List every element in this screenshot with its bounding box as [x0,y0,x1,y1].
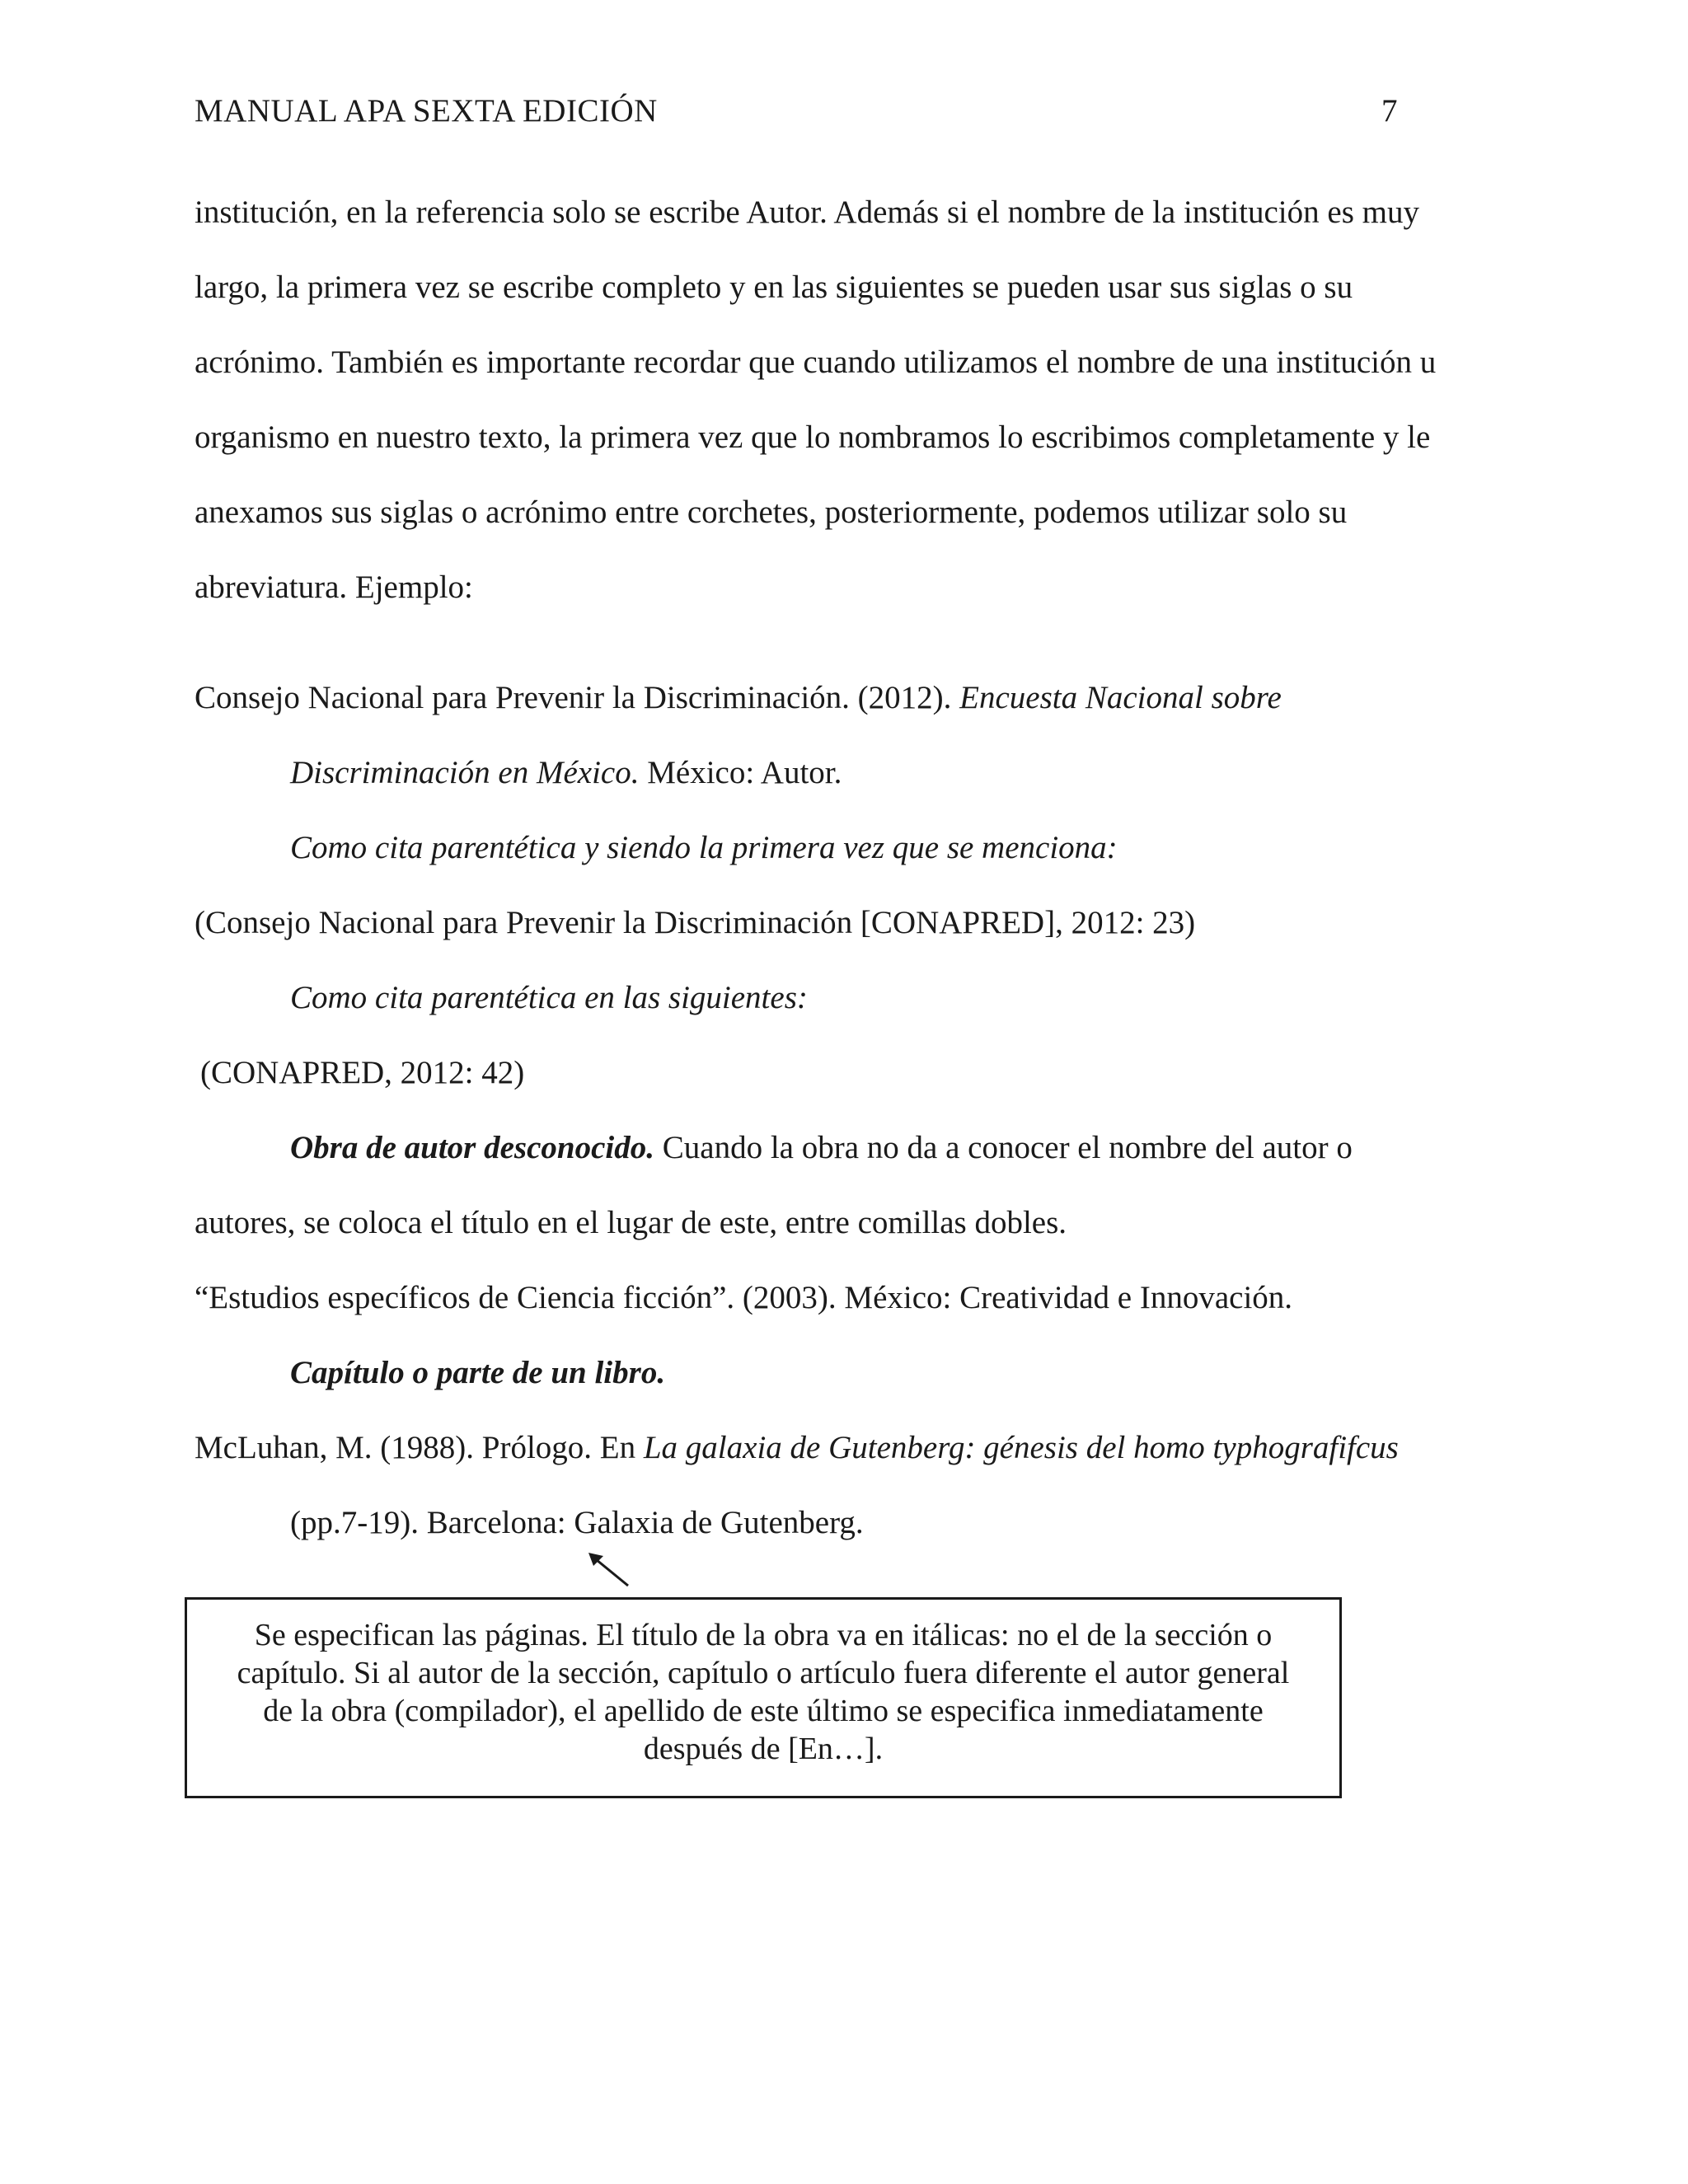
citation-following: (CONAPRED, 2012: 42) [200,1055,525,1090]
note-box [185,1597,1342,1798]
reference-text: McLuhan, M. (1988). Prólogo. En [195,1430,644,1465]
note-line: Se especifican las páginas. El título de la obra va en itálicas: no el de la sección o [254,1618,1273,1652]
reference-conapred-line1 [195,679,1282,718]
running-head: MANUAL APA SEXTA EDICIÓN [195,93,658,129]
section-text: Cuando la obra no da a conocer el nombre del autor o [654,1130,1353,1165]
reference-conapred-line2 [290,754,842,793]
reference-title-italic: Encuesta Nacional sobre [959,680,1282,715]
note-line: de la obra (compilador), el apellido de este último se especifica inmediatamente [263,1694,1264,1728]
note-line: después de [En…]. [643,1732,884,1766]
paragraph-line: institución, en la referencia solo se escribe Autor. Además si el nombre de la institución es muy [195,194,1419,230]
citation-following-label: Como cita parentética en las siguientes: [290,980,808,1015]
citation-first: (Consejo Nacional para Prevenir la Discriminación [CONAPRED], 2012: 23) [195,905,1196,940]
arrow-up-left-icon [585,1549,635,1591]
paragraph-line: organismo en nuestro texto, la primera vez que lo nombramos lo escribimos completamente y le [195,419,1431,455]
note-line: capítulo. Si al autor de la sección, capítulo o artículo fuera diferente el autor general [237,1656,1290,1690]
page-number: 7 [1381,93,1398,129]
paragraph-line: acrónimo. También es importante recordar que cuando utilizamos el nombre de una institución u [195,344,1437,380]
reference-title-italic: La galaxia de Gutenberg: génesis del homo typhografifcus [643,1430,1399,1465]
reference-estudios: “Estudios específicos de Ciencia ficción”. (2003). México: Creatividad e Innovación. [195,1280,1293,1315]
reference-mcluhan-line1 [195,1429,1399,1468]
reference-text: Consejo Nacional para Prevenir la Discriminación. (2012). [195,680,960,715]
unknown-author-line1 [290,1129,1353,1168]
paragraph-line: abreviatura. Ejemplo: [195,569,473,605]
unknown-author-line2: autores, se coloca el título en el lugar de este, entre comillas dobles. [195,1205,1067,1240]
section-heading: Obra de autor desconocido. [290,1130,654,1165]
reference-title-italic: Discriminación en México. [290,755,640,790]
reference-mcluhan-line2: (pp.7-19). Barcelona: Galaxia de Gutenberg. [290,1505,864,1540]
paragraph-line: anexamos sus siglas o acrónimo entre corchetes, posteriormente, podemos utilizar solo su [195,494,1348,530]
citation-first-label: Como cita parentética y siendo la primera vez que se menciona: [290,830,1118,865]
reference-text: México: Autor. [639,755,842,790]
chapter-heading: Capítulo o parte de un libro. [290,1355,666,1390]
paragraph-line: largo, la primera vez se escribe completo y en las siguientes se pueden usar sus siglas o su [195,269,1353,305]
